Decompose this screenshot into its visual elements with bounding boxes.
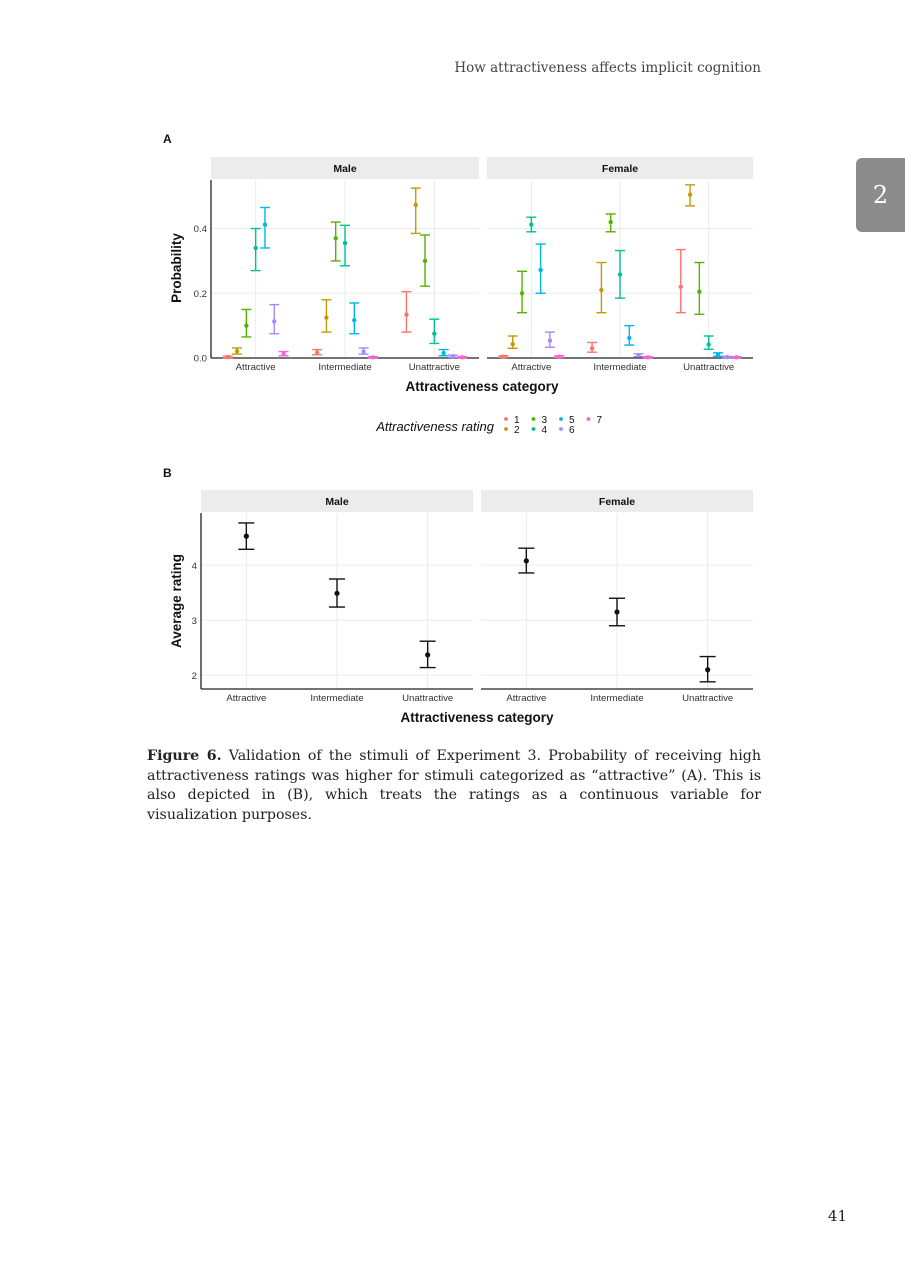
x-tick-label: Unattractive — [683, 362, 735, 373]
y-tick-label: 2 — [191, 670, 197, 682]
x-tick-label: Unattractive — [682, 693, 734, 704]
data-point — [590, 346, 594, 350]
figure-caption — [147, 747, 761, 825]
running-head: How attractiveness affects implicit cognition — [454, 60, 761, 76]
data-point — [524, 558, 529, 563]
x-tick-label: Intermediate — [318, 362, 372, 373]
legend-swatch — [532, 417, 536, 421]
data-point — [557, 355, 561, 359]
data-point — [706, 342, 710, 346]
x-tick-label: Unattractive — [402, 693, 454, 704]
facet-label: Male — [325, 496, 349, 508]
data-point — [361, 349, 365, 353]
chapter-tab: 2 — [856, 158, 905, 232]
legend-swatch — [532, 427, 536, 431]
y-tick-label: 3 — [191, 615, 197, 627]
data-point — [501, 355, 505, 359]
data-point — [272, 319, 276, 323]
panel-label-a: A — [163, 132, 172, 146]
x-tick-label: Attractive — [235, 362, 276, 373]
data-point — [244, 323, 248, 327]
data-point — [315, 350, 319, 354]
facet-label: Female — [598, 496, 636, 508]
y-axis-title: Probability — [169, 233, 184, 303]
data-point — [511, 342, 515, 346]
data-point — [697, 289, 701, 293]
y-tick-label: 0.0 — [193, 353, 207, 365]
x-tick-label: Unattractive — [408, 362, 460, 373]
legend-label: 4 — [541, 425, 548, 436]
data-point — [432, 332, 436, 336]
y-axis-title: Average rating — [169, 553, 184, 649]
facet-label: Female — [601, 163, 639, 175]
legend-label: 5 — [569, 415, 575, 426]
data-point — [529, 222, 533, 226]
data-point — [618, 272, 622, 276]
x-tick-label: Intermediate — [310, 693, 364, 704]
legend-swatch — [504, 417, 508, 421]
data-point — [244, 534, 249, 539]
caption-text: Validation of the stimuli of Experiment 3. Probability of receiving high attractiveness ratings was higher for stimuli categorized as “attractive” (A). This is also depicted in (B), which treats the ratings as a continuous variable for visualization purposes. — [147, 748, 762, 823]
data-point — [705, 667, 710, 672]
y-tick-label: 0.4 — [193, 224, 207, 236]
panel-label-b: B — [163, 466, 172, 480]
facet-label: Male — [333, 163, 357, 175]
x-tick-label: Attractive — [226, 693, 267, 704]
data-point — [451, 354, 455, 358]
y-tick-label: 0.2 — [193, 288, 207, 300]
x-tick-label: Intermediate — [593, 362, 647, 373]
data-point — [425, 652, 430, 657]
data-point — [343, 241, 347, 245]
data-point — [226, 355, 230, 359]
x-tick-label: Attractive — [506, 693, 547, 704]
data-point — [253, 246, 257, 250]
data-point — [460, 355, 464, 359]
data-point — [646, 355, 650, 359]
data-point — [441, 351, 445, 355]
data-point — [725, 355, 729, 359]
data-point — [688, 192, 692, 196]
data-point — [679, 285, 683, 289]
legend-swatch — [559, 417, 563, 421]
legend-label: 3 — [541, 415, 548, 426]
legend-swatch — [559, 427, 563, 431]
x-tick-label: Intermediate — [590, 693, 644, 704]
data-point — [404, 312, 408, 316]
data-point — [334, 236, 338, 240]
x-tick-label: Attractive — [511, 362, 552, 373]
data-point — [599, 288, 603, 292]
data-point — [371, 355, 375, 359]
caption-label: Figure 6. — [147, 748, 222, 764]
legend-swatch — [587, 417, 591, 421]
page-number: 41 — [827, 1207, 847, 1225]
data-point — [538, 268, 542, 272]
data-point — [609, 220, 613, 224]
data-point — [324, 315, 328, 319]
data-point — [263, 222, 267, 226]
legend-label: 6 — [569, 425, 575, 436]
x-axis-title: Attractiveness category — [400, 710, 554, 725]
legend-label: 7 — [596, 415, 603, 426]
y-tick-label: 4 — [191, 560, 197, 572]
data-point — [614, 609, 619, 614]
data-point — [352, 318, 356, 322]
data-point — [520, 291, 524, 295]
data-point — [548, 338, 552, 342]
legend-swatch — [504, 427, 508, 431]
data-point — [423, 259, 427, 263]
data-point — [716, 353, 720, 357]
x-axis-title: Attractiveness category — [405, 379, 559, 394]
data-point — [627, 336, 631, 340]
data-point — [281, 352, 285, 356]
data-point — [734, 355, 738, 359]
legend-label: 2 — [514, 425, 520, 436]
legend-title: Attractiveness rating — [376, 419, 494, 434]
data-point — [334, 591, 339, 596]
legend-label: 1 — [514, 415, 520, 426]
data-point — [636, 353, 640, 357]
data-point — [414, 203, 418, 207]
data-point — [235, 349, 239, 353]
